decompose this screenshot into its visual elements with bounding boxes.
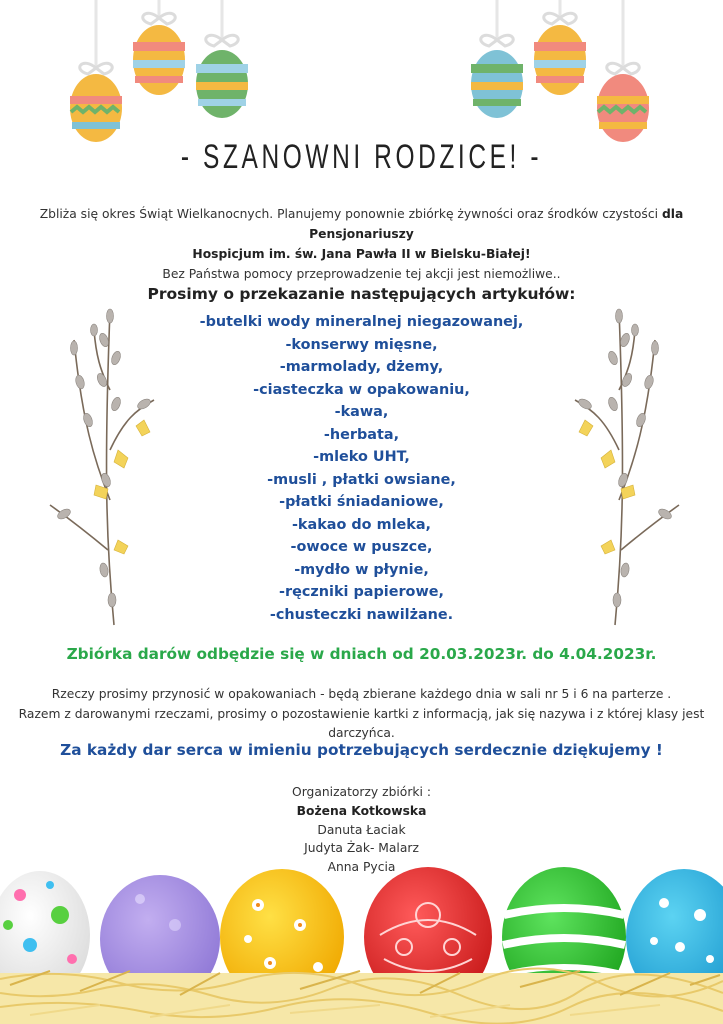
list-item: -ciasteczka w opakowaniu, [253,381,470,398]
list-item: -płatki śniadaniowe, [279,494,444,510]
list-item: -butelki wody mineralnej niegazowanej, [199,314,524,330]
easter-egg-icon [196,50,248,118]
list-item: -ręczniki papierowe, [279,584,444,600]
list-item: -konserwy mięsne, [285,336,438,353]
hanging-eggs-left [60,0,260,150]
easter-egg-icon [534,25,586,95]
intro-line3: Bez Państwa pomocy przeprowadzenie tej akcji jest niemożliwe.. [162,267,561,281]
list-item: -kakao do mleka, [291,516,432,533]
list-item: -kawa, [334,404,389,420]
easter-egg-icon [597,74,649,142]
organizer-name: Danuta Łaciak [317,822,406,837]
list-item: -mleko UHT, [313,449,410,465]
easter-egg-icon [133,25,185,95]
list-item: -musli , płatki owsiane, [267,471,456,488]
easter-egg-icon [70,74,122,142]
intro-line2: Hospicjum im. św. Jana Pawła II w Bielsku-Białej! [192,247,531,261]
notes-text [0,685,723,744]
organizer-name: Judyta Żak- Malarz [304,841,419,856]
notes-line2: Razem z darowanymi rzeczami, prosimy o pozostawienie kartki z informacją, jak się nazywa i z której klasy jest darczyńca. [18,706,705,740]
page-title: - SZANOWNI RODZICE! - [180,138,543,176]
list-item: -marmolady, dżemy, [279,359,444,375]
intro-line1: Zbliża się okres Świąt Wielkanocnych. Planujemy ponownie zbiórkę żywności oraz środków czystości [39,207,662,221]
list-item: -mydło w płynie, [294,561,429,578]
list-item: -owoce w puszce, [290,539,433,555]
organizers-heading: Organizatorzy zbiórki : [292,785,431,799]
notes-line1: Rzeczy prosimy przynosić w opakowaniach - będą zbierane każdego dnia w sali nr 5 i 6 na parterze . [51,687,672,701]
intro-line1-bold: dla Pensjonariuszy [309,207,684,241]
easter-eggs-nest [0,855,723,1024]
list-item: -herbata, [323,426,400,443]
pussy-willow-branch-icon [44,300,164,630]
list-item: -chusteczki nawilżane. [269,606,454,623]
list-heading: Prosimy o przekazanie następujących artykułów: [147,285,576,303]
intro-text [0,204,723,284]
collection-dates: Zbiórka darów odbędzie się w dniach od 20.03.2023r. do 4.04.2023r. [66,645,657,663]
pussy-willow-branch-icon [565,300,685,630]
straw-nest [0,968,723,1024]
easter-egg-icon [471,50,523,118]
organizer-name: Anna Pycia [327,860,396,875]
organizer-lead: Bożena Kotkowska [296,803,427,818]
hanging-eggs-right [463,0,663,150]
thanks-text: Za każdy dar serca w imieniu potrzebujących serdecznie dziękujemy ! [60,741,663,759]
